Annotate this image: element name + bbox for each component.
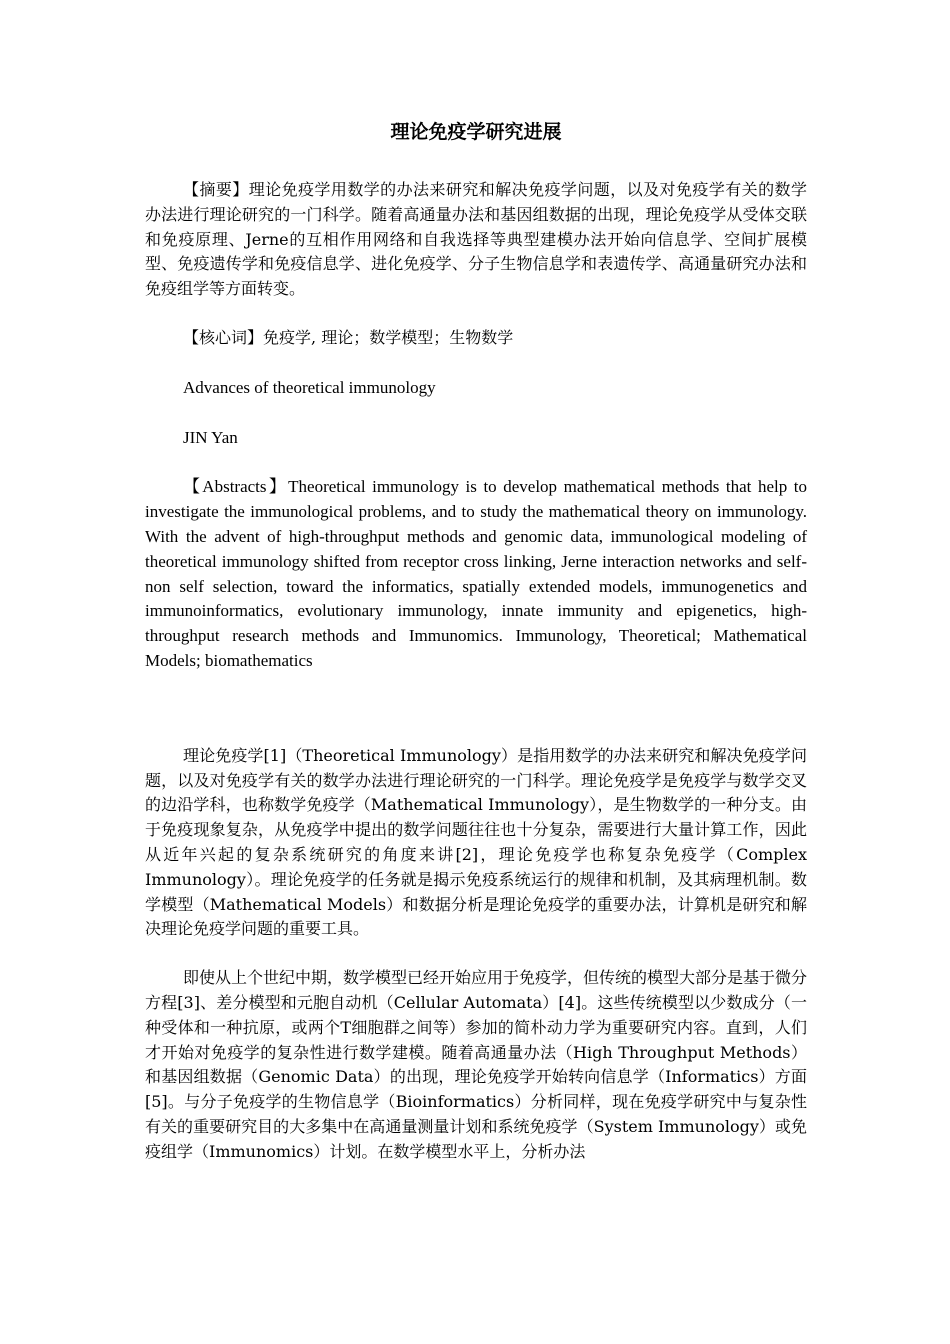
document-page (145, 118, 807, 1165)
english-title: Advances of theoretical immunology (183, 377, 436, 397)
body-paragraph: 理论免疫学[1]（Theoretical Immunology）是指用数学的办法来研究和解决免疫学问题，以及对免疫学有关的数学办法进行理论研究的一门科学。理论免疫学是免疫学与数学交叉的边沿学科，也称数学免疫学（Mathematical Immunology），是生物数学的一种分支。由于免疫现象复杂，从免疫学中提出的数学问题往往也十分复杂，需要进行大量计算工作，因此从近年兴起的复杂系统研究的角度来讲[2]，理论免疫学也称复杂免疫学（Complex Immunology）。理论免疫学的任务就是揭示免疫系统运行的规律和机制，及其病理机制。数学模型（Mathematical Models）和数据分析是理论免疫学的重要办法，计算机是研究和解决理论免疫学问题的重要工具。 (145, 745, 807, 939)
document-title: 理论免疫学研究进展 (390, 121, 562, 143)
body-paragraph: 即使从上个世纪中期，数学模型已经开始应用于免疫学，但传统的模型大部分是基于微分方程[3]、差分模型和元胞自动机（Cellular Automata）[4]。这些传统模型以少数成分（一种受体和一种抗原，或两个T细胞群之间等）参加的简朴动力学为重要研究内容。直到，人们才开始对免疫学的复杂性进行数学建模。随着高通量办法（High Throughput Methods）和基因组数据（Genomic Data）的出现，理论免疫学开始转向信息学（Informatics）方面[5]。与分子免疫学的生物信息学（Bioinformatics）分析同样，现在免疫学研究中与复杂性有关的重要研究目的大多集中在高通量测量计划和系统免疫学（System Immunology）或免疫组学（Immunomics）计划。在数学模型水平上，分析办法 (145, 968, 808, 1161)
english-abstract-label: 【Abstracts】 (183, 477, 289, 497)
keywords-label: 【核心词】 (183, 327, 264, 347)
keywords (145, 326, 807, 351)
chinese-abstract-text: 理论免疫学用数学的办法来研究和解决免疫学问题，以及对免疫学有关的数学办法进行理论研究的一门科学。随着高通量办法和基因组数据的出现，理论免疫学从受体交联和免疫原理、Jerne的互相作用网络和自我选择等典型建模办法开始向信息学、空间扩展模型、免疫遗传学和免疫信息学、进化免疫学、分子生物信息学和表遗传学、高通量研究办法和免疫组学等方面转变。 (145, 180, 807, 299)
chinese-abstract-label: 【摘要】 (183, 180, 249, 199)
chinese-abstract (145, 178, 807, 302)
author-name: JIN Yan (183, 427, 238, 447)
english-abstract-text: Theoretical immunology is to develop mathematical methods that help to investigate the immunological problems, and to study the mathematical theory on immunology. With the advent of high-throughput methods and genomic data, immunological modeling of theoretical immunology shifted from receptor cross linking, Jerne interaction networks and self-non self selection, toward the informatics, spatially extended models, immunogenetics and immunoinformatics, evolutionary immunology, innate immunity and epigenetics, high-throughput research methods and Immunomics. Immunology, Theoretical; Mathematical Models; biomathematics (145, 477, 807, 670)
english-abstract (145, 475, 807, 673)
keywords-text: 免疫学, 理论；数学模型；生物数学 (263, 327, 514, 347)
